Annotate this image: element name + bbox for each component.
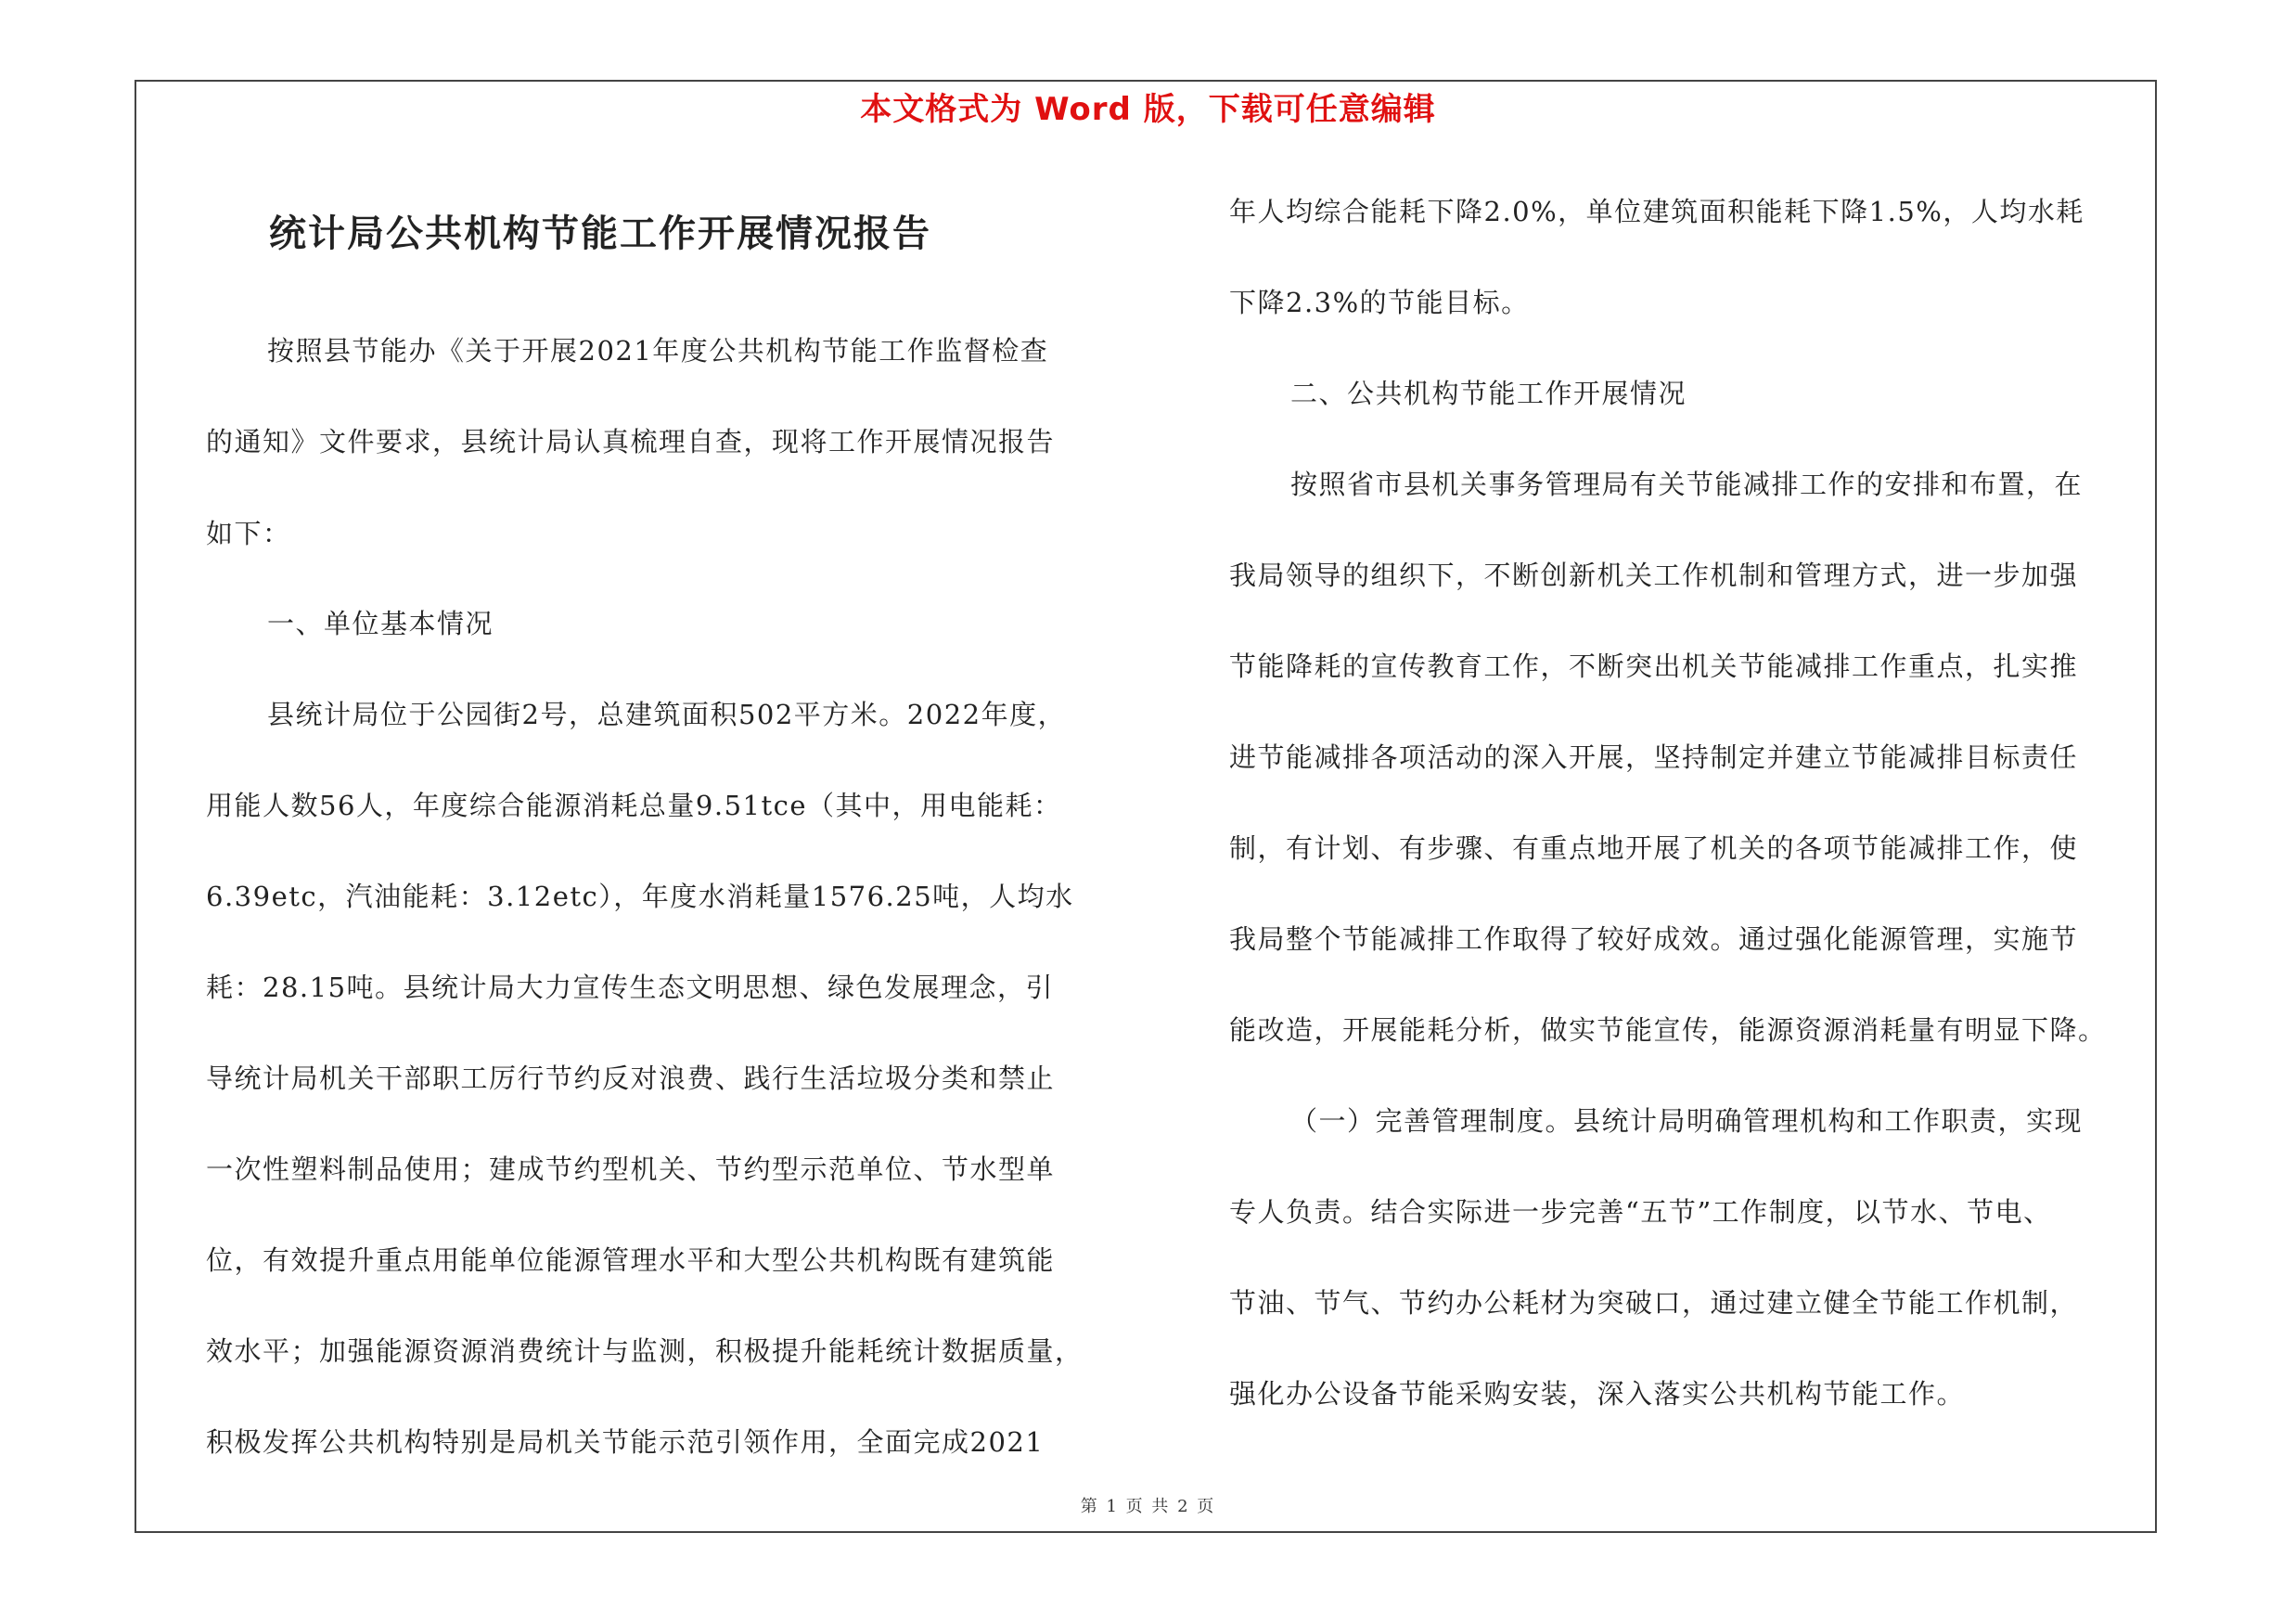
- paragraph-line: 按照省市县机关事务管理局有关节能减排工作的安排和布置，在: [1290, 469, 2084, 500]
- paragraph-line: 下降2.3%的节能目标。: [1229, 287, 1530, 318]
- paragraph-line: 如下：: [206, 518, 291, 549]
- paragraph-line: 一次性塑料制品使用；建成节约型机关、节约型示范单位、节水型单: [206, 1153, 1056, 1185]
- paragraph-line: 进节能减排各项活动的深入开展，坚持制定并建立节能减排目标责任: [1229, 741, 2079, 773]
- paragraph-line: 6.39etc，汽油能耗：3.12etc），年度水消耗量1576.25吨，人均水: [206, 881, 1074, 912]
- paragraph-line: 耗：28.15吨。县统计局大力宣传生态文明思想、绿色发展理念，引: [206, 972, 1055, 1003]
- paragraph-line: 节能降耗的宣传教育工作，不断突出机关节能减排工作重点，扎实推: [1229, 650, 2079, 682]
- document-title: 统计局公共机构节能工作开展情况报告: [269, 213, 931, 255]
- paragraph-line: 专人负责。结合实际进一步完善“五节”工作制度，以节水、节电、: [1229, 1196, 2052, 1228]
- paragraph-line: 县统计局位于公园街2号，总建筑面积502平方米。2022年度，: [267, 699, 1067, 730]
- paragraph-line: 积极发挥公共机构特别是局机关节能示范引领作用，全面完成2021: [206, 1426, 1045, 1458]
- paragraph-line: 我局整个节能减排工作取得了较好成效。通过强化能源管理，实施节: [1229, 923, 2079, 955]
- section-heading: 二、公共机构节能工作开展情况: [1290, 378, 1687, 409]
- paragraph-line: 我局领导的组织下，不断创新机关工作机制和管理方式，进一步加强: [1229, 560, 2079, 591]
- paragraph-line: 年人均综合能耗下降2.0%，单位建筑面积能耗下降1.5%，人均水耗: [1229, 196, 2084, 227]
- paragraph-line: 强化办公设备节能采购安装，深入落实公共机构节能工作。: [1229, 1378, 1966, 1410]
- paragraph-line: 的通知》文件要求，县统计局认真梳理自查，现将工作开展情况报告: [206, 426, 1056, 457]
- paragraph-line: 效水平；加强能源资源消费统计与监测，积极提升能耗统计数据质量，: [206, 1335, 1084, 1367]
- paragraph-line: （一）完善管理制度。县统计局明确管理机构和工作职责，实现: [1290, 1105, 2084, 1137]
- paragraph-line: 能改造，开展能耗分析，做实节能宣传，能源资源消耗量有明显下降。: [1229, 1014, 2107, 1046]
- paragraph-line: 导统计局机关干部职工厉行节约反对浪费、践行生活垃圾分类和禁止: [206, 1063, 1056, 1094]
- page-number: 第 1 页 共 2 页: [1080, 1497, 1216, 1516]
- paragraph-line: 用能人数56人，年度综合能源消耗总量9.51tce（其中，用电能耗：: [206, 790, 1062, 821]
- paragraph-line: 节油、节气、节约办公耗材为突破口，通过建立健全节能工作机制，: [1229, 1287, 2079, 1319]
- paragraph-line: 位，有效提升重点用能单位能源管理水平和大型公共机构既有建筑能: [206, 1244, 1056, 1276]
- paragraph-line: 按照县节能办《关于开展2021年度公共机构节能工作监督检查: [267, 335, 1049, 367]
- format-banner: 本文格式为 Word 版，下载可任意编辑: [860, 91, 1436, 128]
- paragraph-line: 制，有计划、有步骤、有重点地开展了机关的各项节能减排工作，使: [1229, 832, 2079, 864]
- section-heading: 一、单位基本情况: [267, 608, 494, 639]
